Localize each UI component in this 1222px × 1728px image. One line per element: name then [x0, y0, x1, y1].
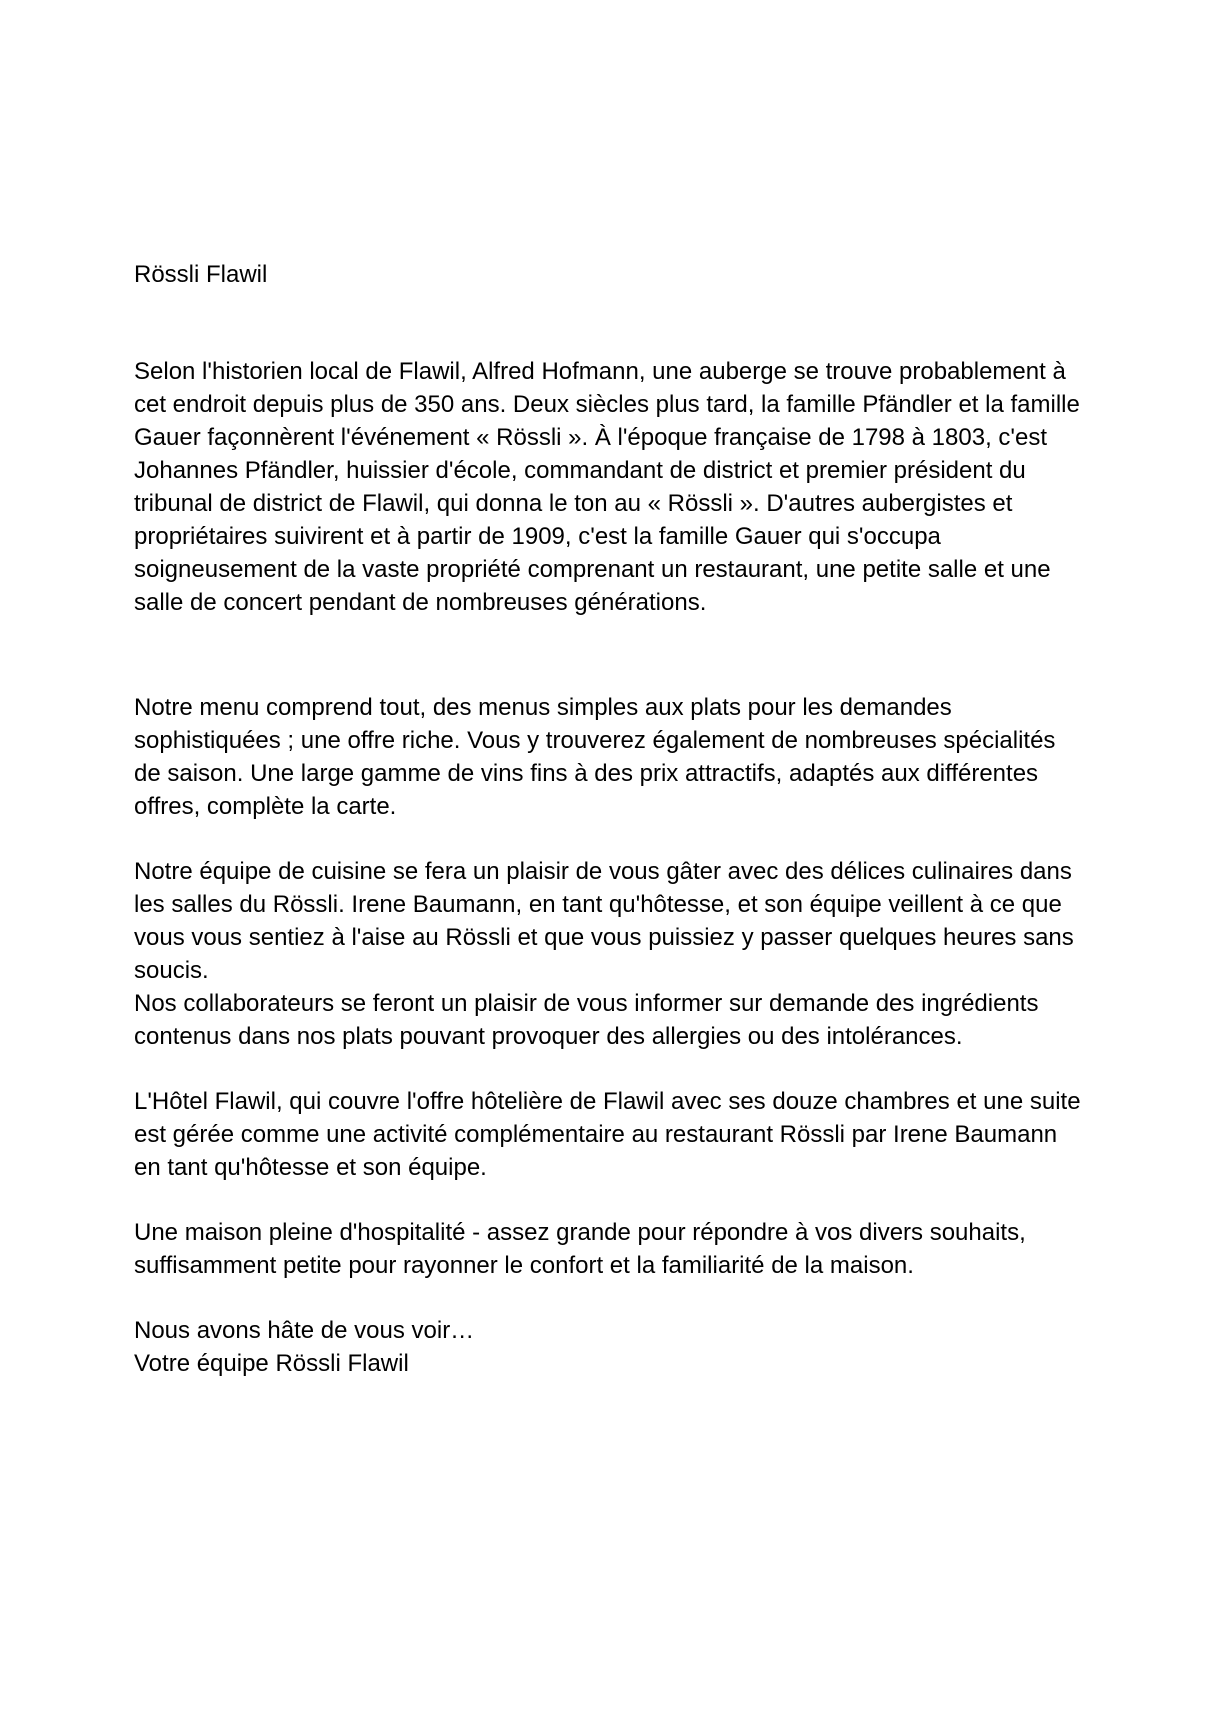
text-line: contenus dans nos plats pouvant provoquer des allergies ou des intolérances. [134, 1023, 963, 1050]
text-line: Nos collaborateurs se feront un plaisir de vous informer sur demande des ingrédients [134, 990, 1039, 1017]
text-line: sophistiquées ; une offre riche. Vous y trouverez également de nombreuses spécialités [134, 727, 1056, 754]
text-line: Notre menu comprend tout, des menus simples aux plats pour les demandes [134, 694, 952, 721]
text-line: est gérée comme une activité complémentaire au restaurant Rössli par Irene Baumann [134, 1121, 1058, 1148]
text-line: de saison. Une large gamme de vins fins à des prix attractifs, adaptés aux différentes [134, 760, 1039, 787]
paragraph-1 [134, 355, 1102, 619]
text-line: salle de concert pendant de nombreuses générations. [134, 589, 707, 616]
text-line: Gauer façonnèrent l'événement « Rössli ». À l'époque française de 1798 à 1803, c'est [134, 424, 1047, 451]
document-body [134, 355, 1102, 1380]
text-line: tribunal de district de Flawil, qui donna le ton au « Rössli ». D'autres aubergistes et [134, 490, 1013, 517]
text-line: Une maison pleine d'hospitalité - assez grande pour répondre à vos divers souhaits, [134, 1219, 1026, 1246]
text-line: soucis. [134, 957, 209, 984]
text-line: en tant qu'hôtesse et son équipe. [134, 1154, 487, 1181]
paragraph-4 [134, 1085, 1102, 1184]
text-line: offres, complète la carte. [134, 793, 397, 820]
text-line: Votre équipe Rössli Flawil [134, 1350, 409, 1377]
document-title: Rössli Flawil [134, 261, 268, 288]
text-line: Johannes Pfändler, huissier d'école, commandant de district et premier président du [134, 457, 1026, 484]
text-line: soigneusement de la vaste propriété comprenant un restaurant, une petite salle et une [134, 556, 1051, 583]
paragraph-3 [134, 855, 1102, 1053]
paragraph-6 [134, 1314, 1102, 1380]
text-line: Nous avons hâte de vous voir… [134, 1317, 475, 1344]
text-line: propriétaires suivirent et à partir de 1909, c'est la famille Gauer qui s'occupa [134, 523, 941, 550]
text-line: Selon l'historien local de Flawil, Alfred Hofmann, une auberge se trouve probablement à [134, 358, 1066, 385]
text-line: Notre équipe de cuisine se fera un plaisir de vous gâter avec des délices culinaires dans [134, 858, 1072, 885]
text-line: L'Hôtel Flawil, qui couvre l'offre hôtelière de Flawil avec ses douze chambres et une suite [134, 1088, 1081, 1115]
text-line: cet endroit depuis plus de 350 ans. Deux siècles plus tard, la famille Pfändler et la famille [134, 391, 1080, 418]
paragraph-2 [134, 691, 1102, 823]
text-line: suffisamment petite pour rayonner le confort et la familiarité de la maison. [134, 1252, 914, 1279]
text-line: vous vous sentiez à l'aise au Rössli et que vous puissiez y passer quelques heures sans [134, 924, 1074, 951]
text-line: les salles du Rössli. Irene Baumann, en tant qu'hôtesse, et son équipe veillent à ce que [134, 891, 1062, 918]
paragraph-5 [134, 1216, 1102, 1282]
